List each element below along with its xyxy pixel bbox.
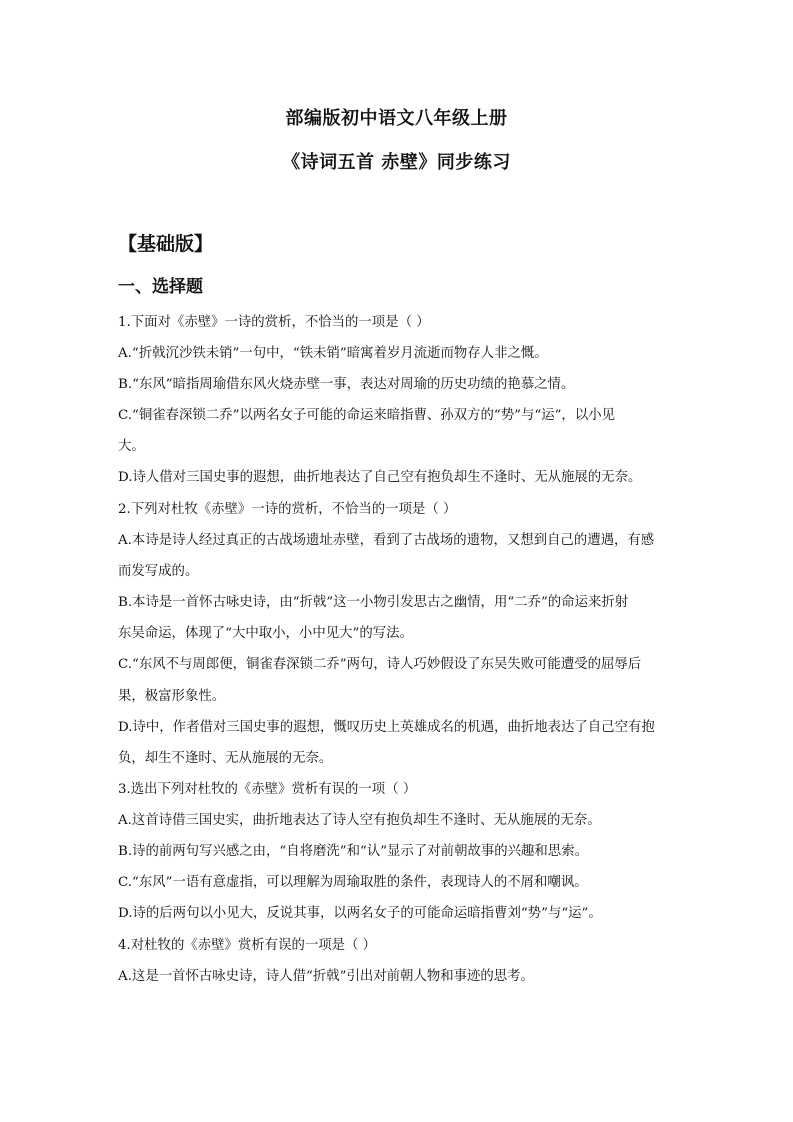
question-2-option-b: B.本诗是一首怀古咏史诗，由“折戟”这一小物引发思古之幽情，用“二乔”的命运来折射 xyxy=(118,595,629,610)
question-2-option-b-cont: 东吴命运，体现了“大中取小，小中见大”的写法。 xyxy=(118,626,413,641)
question-1-option-a: A.“折戟沉沙铁未销”一句中，“铁未销”暗寓着岁月流逝而物存人非之慨。 xyxy=(118,346,548,361)
section-heading: 一、选择题 xyxy=(118,277,203,297)
question-1-stem: 1.下面对《赤壁》一诗的赏析，不恰当的一项是（ ） xyxy=(118,315,430,330)
question-3-stem: 3.选出下列对杜牧的《赤壁》赏析有误的一项（ ） xyxy=(118,782,417,797)
question-2-option-a: A.本诗是诗人经过真正的古战场遗址赤壁，看到了古战场的遗物，又想到自己的遭遇，有感 xyxy=(118,533,655,548)
question-2-option-d: D.诗中，作者借对三国史事的遐想，慨叹历史上英雄成名的机遇，曲折地表达了自己空有抱 xyxy=(118,720,655,735)
question-1-option-d: D.诗人借对三国史事的遐想，曲折地表达了自己空有抱负却生不逢时、无从施展的无奈。 xyxy=(118,470,642,485)
question-2-stem: 2.下列对杜牧《赤壁》一诗的赏析，不恰当的一项是（ ） xyxy=(118,502,457,517)
document-title: 部编版初中语文八年级上册 xyxy=(285,108,508,129)
question-4-stem: 4.对杜牧的《赤壁》赏析有误的一项是（ ） xyxy=(118,938,377,953)
question-1-option-b: B.“东风”暗指周瑜借东风火烧赤壁一事，表达对周瑜的历史功绩的艳慕之情。 xyxy=(118,377,575,392)
document-subtitle: 《诗词五首 赤壁》同步练习 xyxy=(282,152,511,173)
question-1-option-c-cont: 大。 xyxy=(118,439,145,454)
question-4-option-a: A.这是一首怀古咏史诗，诗人借“折戟”引出对前朝人物和事迹的思考。 xyxy=(118,969,534,984)
question-3-option-c: C.“东风”一语有意虚指，可以理解为周瑜取胜的条件，表现诗人的不屑和嘲讽。 xyxy=(118,875,588,890)
question-1-option-c: C.“铜雀春深锁二乔”以两名女子可能的命运来暗指曹、孙双方的“势”与“运”，以小见 xyxy=(118,408,615,423)
edition-tag: 【基础版】 xyxy=(118,233,214,255)
question-3-option-b: B.诗的前两句写兴感之由，“自将磨洗”和“认”显示了对前朝故事的兴趣和思索。 xyxy=(118,844,588,859)
question-2-option-c-cont: 果，极富形象性。 xyxy=(118,689,226,704)
question-3-option-d: D.诗的后两句以小见大，反说其事，以两名女子的可能命运暗指曹刘“势”与“运”。 xyxy=(118,906,602,921)
question-3-option-a: A.这首诗借三国史实，曲折地表达了诗人空有抱负却生不逢时、无从施展的无奈。 xyxy=(118,813,601,828)
question-2-option-a-cont: 而发写成的。 xyxy=(118,564,199,579)
question-2-option-c: C.“东风不与周郎便，铜雀春深锁二乔”两句，诗人巧妙假设了东吴失败可能遭受的屈辱后 xyxy=(118,657,642,672)
question-2-option-d-cont: 负，却生不逢时、无从施展的无奈。 xyxy=(118,751,333,766)
